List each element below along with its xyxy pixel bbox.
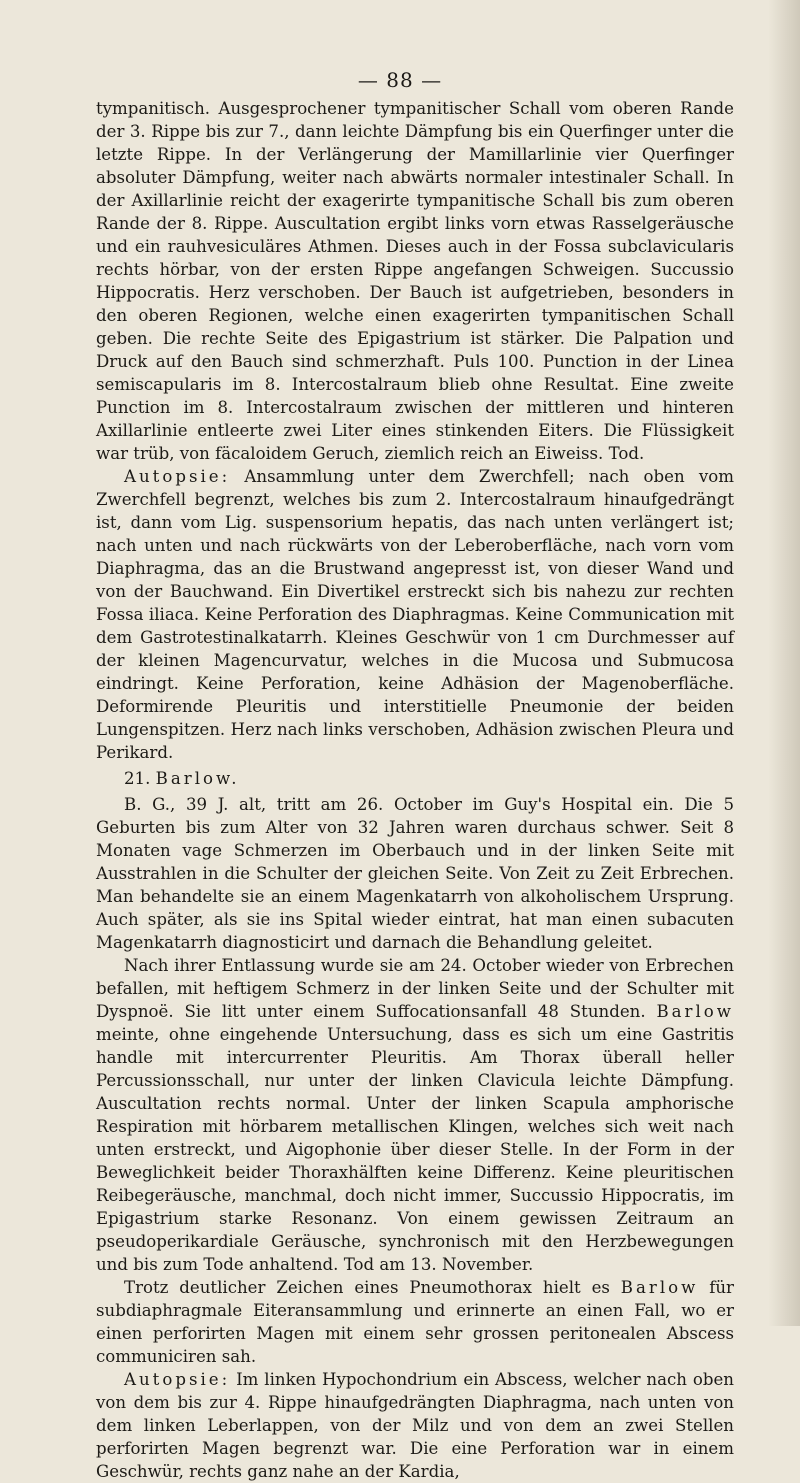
paragraph-clinical-course bbox=[96, 954, 734, 1276]
paragraph-text: Ansammlung unter dem Zwerchfell; nach oben vom Zwerchfell begrenzt, welches bis zum 2. Intercostalraum hinaufgedrängt ist, dann vom Lig. suspensorium hepatis, das nach unten verlängert ist; nach unten und nach rückwärts von der Leberoberfläche, nach vorn vom Diaphragma, das an die Brustwand angepresst ist, von dieser Wand und von der Bauchwand. Ein Divertikel erstreckt sich bis nahezu zur rechten Fossa iliaca. Keine Perforation des Diaphragmas. Keine Communication mit dem Gastrotestinalkatarrh. Kleines Geschwür von 1 cm Durchmesser auf der kleinen Magencurvatur, welches in die Mucosa und Submucosa eindringt. Keine Perforation, keine Adhäsion der Magenoberfläche. Deformirende Pleuritis und interstitielle Pneumonie der beiden Lungenspitzen. Herz nach links verschoben, Adhäsion zwischen Pleura und Perikard. bbox=[96, 467, 734, 762]
paragraph-autopsy-2 bbox=[96, 1368, 734, 1483]
paragraph-text: Im linken Hypochondrium ein Abscess, welcher nach oben von dem bis zur 4. Rippe hinaufgedrängten Diaphragma, nach unten von dem linken Leberlappen, von der Milz und von dem an zwei Stellen perforirten Magen begrenzt war. Die eine Perforation war in einem Geschwür, rechts ganz nahe an der Kardia, bbox=[96, 1370, 734, 1481]
paragraph-case-history bbox=[96, 793, 734, 954]
paragraph-text: Trotz deutlicher Zeichen eines Pneumothorax hielt es bbox=[124, 1278, 621, 1297]
paragraph-diagnosis bbox=[96, 1276, 734, 1368]
paragraph-case-continuation bbox=[96, 97, 734, 465]
page-number: — 88 — bbox=[357, 68, 443, 92]
author-name: Barlow bbox=[656, 1002, 734, 1021]
case-number: 21. bbox=[124, 769, 151, 788]
paragraph-text: B. G., 39 J. alt, tritt am 26. October im Guy's Hospital ein. Die 5 Geburten bis zum Alter von 32 Jahren waren durchaus schwer. Seit 8 Monaten vage Schmerzen im Oberbauch und in der linken Seite mit Ausstrahlen in die Schulter der gleichen Seite. Von Zeit zu Zeit Erbrechen. Man behandelte sie an einem Magenkatarrh von alkoholischem Ursprung. Auch später, als sie ins Spital wieder eintrat, hat man einen subacuten Magenkatarrh diagnosticirt und darnach die Behandlung geleitet. bbox=[96, 795, 734, 952]
paragraph-autopsy-1 bbox=[96, 465, 734, 764]
autopsy-label: Autopsie: bbox=[124, 467, 231, 486]
author-name: Barlow bbox=[620, 1278, 699, 1297]
paragraph-text: für subdiaphragmale Eiteransammlung und erinnerte an einen Fall, wo er einen perforirten Magen mit einem sehr grossen peritonealen Abscess communiciren sah. bbox=[96, 1278, 734, 1366]
body-text bbox=[96, 97, 734, 1483]
paragraph-text: meinte, ohne eingehende Untersuchung, dass es sich um eine Gastritis handle mit intercurrenter Pleuritis. Am Thorax überall heller Percussionsschall, nur unter der linken Clavicula leichte Dämpfung. Auscultation rechts normal. Unter der linken Scapula amphorische Respiration mit hörbarem metallischen Klingen, welches sich weit nach unten erstreckt, und Aigophonie über dieser Stelle. In der Form in der Beweglichkeit beider Thoraxhälften keine Differenz. Keine pleuritischen Reibegeräusche, manchmal, doch nicht immer, Succussio Hippocratis, im Epigastrium starke Resonanz. Von einem gewissen Zeitraum an pseudoperikardiale Geräusche, synchronisch mit den Herzbewegungen und bis zum Tode anhaltend. Tod am 13. November. bbox=[96, 1025, 734, 1274]
autopsy-label: Autopsie: bbox=[124, 1370, 231, 1389]
paragraph-text: Nach ihrer Entlassung wurde sie am 24. October wieder von Erbrechen befallen, mit heftigem Schmerz in der linken Seite und der Schulter mit Dyspnoë. Sie litt unter einem Suffocationsanfall 48 Stunden. bbox=[96, 956, 734, 1021]
case-heading bbox=[96, 767, 734, 790]
case-author: Barlow. bbox=[155, 769, 240, 788]
paragraph-text: tympanitisch. Ausgesprochener tympanitischer Schall vom oberen Rande der 3. Rippe bis zur 7., dann leichte Dämpfung bis ein Querfinger unter die letzte Rippe. In der Verlängerung der Mamillarlinie vier Querfinger absoluter Dämpfung, weiter nach abwärts normaler intestinaler Schall. In der Axillarlinie reicht der exagerirte tympanitische Schall bis zum oberen Rande der 8. Rippe. Auscultation ergibt links vorn etwas Rasselgeräusche und ein rauhvesiculäres Athmen. Dieses auch in der Fossa subclavicularis rechts hörbar, von der ersten Rippe angefangen Schweigen. Succussio Hippocratis. Herz verschoben. Der Bauch ist aufgetrieben, besonders in den oberen Regionen, welche einen exagerirten tympanitischen Schall geben. Die rechte Seite des Epigastrium ist stärker. Die Palpation und Druck auf den Bauch sind schmerzhaft. Puls 100. Punction in der Linea semiscapularis im 8. Intercostalraum blieb ohne Resultat. Eine zweite Punction im 8. Intercostalraum zwischen der mittleren und hinteren Axillarlinie entleerte zwei Liter eines stinkenden Eiters. Die Flüssigkeit war trüb, von fäcaloidem Geruch, ziemlich reich an Eiweiss. Tod. bbox=[96, 99, 734, 463]
